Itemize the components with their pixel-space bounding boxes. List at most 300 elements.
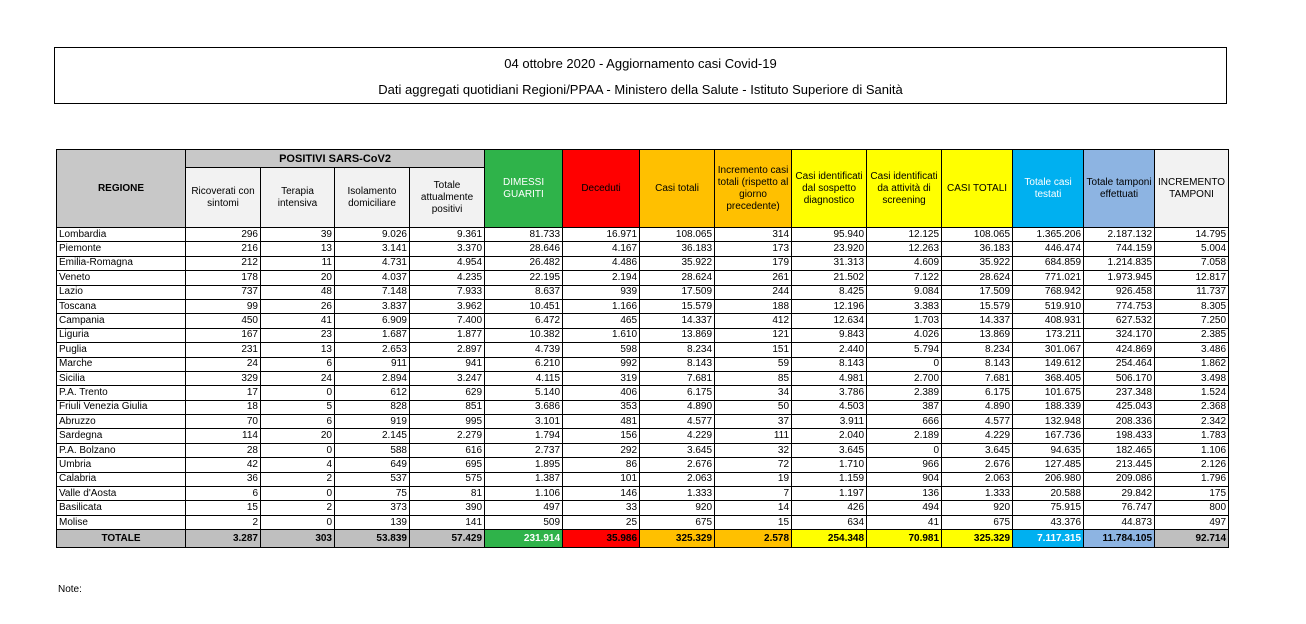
data-cell: 13.869 <box>942 328 1013 342</box>
data-cell: 1.333 <box>942 487 1013 501</box>
data-cell: 1.703 <box>867 314 942 328</box>
data-cell: 3.486 <box>1155 343 1229 357</box>
data-cell: 17 <box>186 386 261 400</box>
data-cell: 314 <box>715 228 792 242</box>
data-cell: 7.681 <box>942 371 1013 385</box>
data-cell: 21.502 <box>792 271 867 285</box>
data-cell: 108.065 <box>942 228 1013 242</box>
data-cell: 8.305 <box>1155 299 1229 313</box>
table-row <box>57 299 1229 313</box>
data-cell: 156 <box>563 429 640 443</box>
data-cell: 42 <box>186 458 261 472</box>
data-cell: 390 <box>410 501 485 515</box>
header-deceduti: Deceduti <box>563 150 640 228</box>
data-cell: 13 <box>261 242 335 256</box>
region-name: Toscana <box>57 299 186 313</box>
data-cell: 4.954 <box>410 256 485 270</box>
data-cell: 450 <box>186 314 261 328</box>
data-cell: 481 <box>563 415 640 429</box>
data-cell: 851 <box>410 400 485 414</box>
region-name: Sicilia <box>57 371 186 385</box>
data-cell: 2.737 <box>485 443 563 457</box>
data-cell: 26.482 <box>485 256 563 270</box>
data-cell: 774.753 <box>1084 299 1155 313</box>
data-cell: 0 <box>867 357 942 371</box>
data-cell: 94.635 <box>1013 443 1084 457</box>
data-cell: 35.922 <box>640 256 715 270</box>
region-name: Molise <box>57 515 186 529</box>
data-cell: 28.646 <box>485 242 563 256</box>
data-cell: 13.869 <box>640 328 715 342</box>
table-row <box>57 271 1229 285</box>
data-cell: 231 <box>186 343 261 357</box>
region-name: Puglia <box>57 343 186 357</box>
data-cell: 3.498 <box>1155 371 1229 385</box>
data-cell: 12.817 <box>1155 271 1229 285</box>
data-cell: 8.234 <box>640 343 715 357</box>
data-cell: 188 <box>715 299 792 313</box>
data-cell: 86 <box>563 458 640 472</box>
data-cell: 616 <box>410 443 485 457</box>
data-cell: 1.214.835 <box>1084 256 1155 270</box>
data-cell: 85 <box>715 371 792 385</box>
data-cell: 216 <box>186 242 261 256</box>
data-cell: 3.141 <box>335 242 410 256</box>
data-cell: 237.348 <box>1084 386 1155 400</box>
data-cell: 7.122 <box>867 271 942 285</box>
data-cell: 0 <box>261 487 335 501</box>
data-cell: 424.869 <box>1084 343 1155 357</box>
data-cell: 149.612 <box>1013 357 1084 371</box>
data-cell: 509 <box>485 515 563 529</box>
data-cell: 2.063 <box>942 472 1013 486</box>
region-name: Valle d'Aosta <box>57 487 186 501</box>
total-cell: 325.329 <box>942 530 1013 548</box>
data-cell: 1.166 <box>563 299 640 313</box>
data-cell: 2.440 <box>792 343 867 357</box>
data-cell: 695 <box>410 458 485 472</box>
data-cell: 506.170 <box>1084 371 1155 385</box>
data-cell: 25 <box>563 515 640 529</box>
covid-data-table <box>56 149 1229 548</box>
data-cell: 39 <box>261 228 335 242</box>
data-cell: 800 <box>1155 501 1229 515</box>
region-name: Marche <box>57 357 186 371</box>
data-cell: 629 <box>410 386 485 400</box>
data-cell: 2.145 <box>335 429 410 443</box>
data-cell: 2.126 <box>1155 458 1229 472</box>
data-cell: 4.739 <box>485 343 563 357</box>
data-cell: 136 <box>867 487 942 501</box>
region-name: Lazio <box>57 285 186 299</box>
data-cell: 324.170 <box>1084 328 1155 342</box>
region-name: Liguria <box>57 328 186 342</box>
data-cell: 292 <box>563 443 640 457</box>
data-cell: 81 <box>410 487 485 501</box>
table-row <box>57 371 1229 385</box>
data-cell: 2.897 <box>410 343 485 357</box>
data-cell: 206.980 <box>1013 472 1084 486</box>
data-cell: 8.143 <box>640 357 715 371</box>
data-cell: 20.588 <box>1013 487 1084 501</box>
data-cell: 59 <box>715 357 792 371</box>
total-row <box>57 530 1229 548</box>
data-cell: 1.796 <box>1155 472 1229 486</box>
total-cell: 92.714 <box>1155 530 1229 548</box>
data-cell: 3.645 <box>640 443 715 457</box>
data-cell: 3.645 <box>942 443 1013 457</box>
data-cell: 8.425 <box>792 285 867 299</box>
data-cell: 14.337 <box>640 314 715 328</box>
data-cell: 465 <box>563 314 640 328</box>
data-cell: 926.458 <box>1084 285 1155 299</box>
data-cell: 575 <box>410 472 485 486</box>
data-cell: 329 <box>186 371 261 385</box>
data-cell: 76.747 <box>1084 501 1155 515</box>
total-cell: 7.117.315 <box>1013 530 1084 548</box>
data-cell: 15.579 <box>942 299 1013 313</box>
data-cell: 32 <box>715 443 792 457</box>
data-cell: 666 <box>867 415 942 429</box>
data-cell: 5.004 <box>1155 242 1229 256</box>
data-cell: 5.794 <box>867 343 942 357</box>
data-cell: 8.143 <box>792 357 867 371</box>
data-cell: 0 <box>261 443 335 457</box>
data-cell: 2.189 <box>867 429 942 443</box>
data-cell: 4.609 <box>867 256 942 270</box>
data-cell: 1.387 <box>485 472 563 486</box>
total-cell: 35.986 <box>563 530 640 548</box>
data-cell: 588 <box>335 443 410 457</box>
data-cell: 598 <box>563 343 640 357</box>
data-cell: 744.159 <box>1084 242 1155 256</box>
data-cell: 675 <box>640 515 715 529</box>
data-cell: 7.058 <box>1155 256 1229 270</box>
data-cell: 4.890 <box>942 400 1013 414</box>
table-row <box>57 415 1229 429</box>
total-cell: 3.287 <box>186 530 261 548</box>
total-cell: 303 <box>261 530 335 548</box>
data-cell: 4.229 <box>640 429 715 443</box>
data-cell: 7 <box>715 487 792 501</box>
data-cell: 4 <box>261 458 335 472</box>
table-row <box>57 357 1229 371</box>
data-cell: 7.933 <box>410 285 485 299</box>
header-totale-positivi: Totale attualmente positivi <box>410 168 485 228</box>
data-cell: 497 <box>1155 515 1229 529</box>
header-sospetto: Casi identificati dal sospetto diagnostico <box>792 150 867 228</box>
data-cell: 35.922 <box>942 256 1013 270</box>
data-cell: 41 <box>261 314 335 328</box>
data-cell: 244 <box>715 285 792 299</box>
data-cell: 1.106 <box>485 487 563 501</box>
data-cell: 28 <box>186 443 261 457</box>
data-cell: 612 <box>335 386 410 400</box>
data-cell: 9.843 <box>792 328 867 342</box>
data-cell: 12.125 <box>867 228 942 242</box>
header-screening: Casi identificati da attività di screening <box>867 150 942 228</box>
data-cell: 9.361 <box>410 228 485 242</box>
data-cell: 4.890 <box>640 400 715 414</box>
data-cell: 1.973.945 <box>1084 271 1155 285</box>
table-row <box>57 429 1229 443</box>
data-cell: 9.084 <box>867 285 942 299</box>
data-cell: 4.167 <box>563 242 640 256</box>
data-cell: 4.115 <box>485 371 563 385</box>
data-cell: 7.250 <box>1155 314 1229 328</box>
data-cell: 33 <box>563 501 640 515</box>
data-cell: 72 <box>715 458 792 472</box>
header-terapia: Terapia intensiva <box>261 168 335 228</box>
data-cell: 8.234 <box>942 343 1013 357</box>
data-cell: 3.645 <box>792 443 867 457</box>
data-cell: 36 <box>186 472 261 486</box>
data-cell: 7.400 <box>410 314 485 328</box>
data-cell: 261 <box>715 271 792 285</box>
data-cell: 10.451 <box>485 299 563 313</box>
data-cell: 23.920 <box>792 242 867 256</box>
data-cell: 966 <box>867 458 942 472</box>
region-name: Sardegna <box>57 429 186 443</box>
data-cell: 188.339 <box>1013 400 1084 414</box>
data-cell: 919 <box>335 415 410 429</box>
data-cell: 2.368 <box>1155 400 1229 414</box>
data-cell: 1.159 <box>792 472 867 486</box>
data-cell: 675 <box>942 515 1013 529</box>
region-name: P.A. Trento <box>57 386 186 400</box>
data-cell: 319 <box>563 371 640 385</box>
data-cell: 36.183 <box>640 242 715 256</box>
data-cell: 1.862 <box>1155 357 1229 371</box>
data-cell: 828 <box>335 400 410 414</box>
data-cell: 15.579 <box>640 299 715 313</box>
region-name: Piemonte <box>57 242 186 256</box>
total-cell: 2.578 <box>715 530 792 548</box>
page-subtitle: Dati aggregati quotidiani Regioni/PPAA - Ministero della Salute - Istituto Superiore di Sanità <box>378 82 903 97</box>
data-cell: 19 <box>715 472 792 486</box>
data-cell: 12.196 <box>792 299 867 313</box>
data-cell: 1.895 <box>485 458 563 472</box>
data-cell: 412 <box>715 314 792 328</box>
data-cell: 9.026 <box>335 228 410 242</box>
data-cell: 1.783 <box>1155 429 1229 443</box>
total-cell: 11.784.105 <box>1084 530 1155 548</box>
data-cell: 296 <box>186 228 261 242</box>
data-cell: 28.624 <box>942 271 1013 285</box>
data-cell: 2.342 <box>1155 415 1229 429</box>
data-cell: 2.194 <box>563 271 640 285</box>
table-row <box>57 515 1229 529</box>
data-cell: 3.370 <box>410 242 485 256</box>
data-cell: 29.842 <box>1084 487 1155 501</box>
data-cell: 12.263 <box>867 242 942 256</box>
table-row <box>57 228 1229 242</box>
data-cell: 213.445 <box>1084 458 1155 472</box>
data-cell: 387 <box>867 400 942 414</box>
data-cell: 175 <box>1155 487 1229 501</box>
page-title: 04 ottobre 2020 - Aggiornamento casi Covid-19 <box>504 56 777 71</box>
data-cell: 14.795 <box>1155 228 1229 242</box>
data-cell: 941 <box>410 357 485 371</box>
region-name: Abruzzo <box>57 415 186 429</box>
data-cell: 1.710 <box>792 458 867 472</box>
table-row <box>57 386 1229 400</box>
data-cell: 3.786 <box>792 386 867 400</box>
data-cell: 127.485 <box>1013 458 1084 472</box>
data-cell: 4.037 <box>335 271 410 285</box>
data-cell: 904 <box>867 472 942 486</box>
data-cell: 11.737 <box>1155 285 1229 299</box>
data-cell: 494 <box>867 501 942 515</box>
data-cell: 151 <box>715 343 792 357</box>
data-cell: 16.971 <box>563 228 640 242</box>
data-cell: 48 <box>261 285 335 299</box>
data-cell: 1.794 <box>485 429 563 443</box>
header-casi-totali: Casi totali <box>640 150 715 228</box>
data-cell: 132.948 <box>1013 415 1084 429</box>
data-cell: 7.148 <box>335 285 410 299</box>
data-cell: 20 <box>261 271 335 285</box>
table-row <box>57 256 1229 270</box>
data-cell: 31.313 <box>792 256 867 270</box>
region-name: Campania <box>57 314 186 328</box>
data-cell: 173 <box>715 242 792 256</box>
data-cell: 1.610 <box>563 328 640 342</box>
table-body <box>57 228 1229 548</box>
region-name: Umbria <box>57 458 186 472</box>
total-cell: 325.329 <box>640 530 715 548</box>
data-cell: 3.962 <box>410 299 485 313</box>
data-cell: 4.229 <box>942 429 1013 443</box>
data-cell: 18 <box>186 400 261 414</box>
data-cell: 50 <box>715 400 792 414</box>
data-cell: 108.065 <box>640 228 715 242</box>
data-cell: 2.187.132 <box>1084 228 1155 242</box>
data-cell: 4.577 <box>942 415 1013 429</box>
data-cell: 1.333 <box>640 487 715 501</box>
data-cell: 209.086 <box>1084 472 1155 486</box>
data-cell: 6.909 <box>335 314 410 328</box>
data-cell: 114 <box>186 429 261 443</box>
data-cell: 992 <box>563 357 640 371</box>
data-cell: 519.910 <box>1013 299 1084 313</box>
data-cell: 1.365.206 <box>1013 228 1084 242</box>
table-row <box>57 343 1229 357</box>
data-cell: 6 <box>186 487 261 501</box>
data-cell: 537 <box>335 472 410 486</box>
region-name: Calabria <box>57 472 186 486</box>
data-cell: 17.509 <box>942 285 1013 299</box>
total-cell: 53.839 <box>335 530 410 548</box>
data-cell: 44.873 <box>1084 515 1155 529</box>
data-cell: 24 <box>186 357 261 371</box>
header-testati: Totale casi testati <box>1013 150 1084 228</box>
note: Note: <box>58 584 82 595</box>
data-cell: 20 <box>261 429 335 443</box>
table-row <box>57 472 1229 486</box>
table-row <box>57 285 1229 299</box>
data-cell: 178 <box>186 271 261 285</box>
header-isolamento: Isolamento domiciliare <box>335 168 410 228</box>
data-cell: 139 <box>335 515 410 529</box>
region-name: P.A. Bolzano <box>57 443 186 457</box>
data-cell: 121 <box>715 328 792 342</box>
data-cell: 101 <box>563 472 640 486</box>
data-cell: 1.197 <box>792 487 867 501</box>
data-cell: 7.681 <box>640 371 715 385</box>
table-row <box>57 487 1229 501</box>
data-cell: 353 <box>563 400 640 414</box>
data-cell: 4.235 <box>410 271 485 285</box>
data-cell: 75 <box>335 487 410 501</box>
header-incremento-casi: Incremento casi totali (rispetto al giorno precedente) <box>715 150 792 228</box>
data-cell: 2.676 <box>640 458 715 472</box>
data-cell: 212 <box>186 256 261 270</box>
data-cell: 1.106 <box>1155 443 1229 457</box>
data-cell: 4.981 <box>792 371 867 385</box>
data-cell: 2.700 <box>867 371 942 385</box>
data-cell: 2.389 <box>867 386 942 400</box>
data-cell: 95.940 <box>792 228 867 242</box>
data-cell: 425.043 <box>1084 400 1155 414</box>
data-cell: 28.624 <box>640 271 715 285</box>
data-cell: 24 <box>261 371 335 385</box>
table-row <box>57 443 1229 457</box>
data-cell: 408.931 <box>1013 314 1084 328</box>
header-ricoverati: Ricoverati con sintomi <box>186 168 261 228</box>
data-cell: 12.634 <box>792 314 867 328</box>
data-cell: 14.337 <box>942 314 1013 328</box>
data-cell: 6 <box>261 357 335 371</box>
data-cell: 2 <box>186 515 261 529</box>
data-cell: 179 <box>715 256 792 270</box>
data-cell: 8.637 <box>485 285 563 299</box>
data-cell: 2.040 <box>792 429 867 443</box>
data-cell: 17.509 <box>640 285 715 299</box>
data-cell: 36.183 <box>942 242 1013 256</box>
data-cell: 3.686 <box>485 400 563 414</box>
data-cell: 497 <box>485 501 563 515</box>
data-cell: 23 <box>261 328 335 342</box>
data-cell: 6.175 <box>942 386 1013 400</box>
data-cell: 208.336 <box>1084 415 1155 429</box>
table-row <box>57 314 1229 328</box>
region-name: Emilia-Romagna <box>57 256 186 270</box>
data-cell: 2.063 <box>640 472 715 486</box>
data-cell: 768.942 <box>1013 285 1084 299</box>
data-cell: 1.877 <box>410 328 485 342</box>
data-cell: 3.911 <box>792 415 867 429</box>
data-cell: 4.731 <box>335 256 410 270</box>
data-cell: 10.382 <box>485 328 563 342</box>
data-cell: 1.687 <box>335 328 410 342</box>
table-row <box>57 242 1229 256</box>
data-cell: 43.376 <box>1013 515 1084 529</box>
data-cell: 4.577 <box>640 415 715 429</box>
data-cell: 684.859 <box>1013 256 1084 270</box>
data-cell: 41 <box>867 515 942 529</box>
table-row <box>57 328 1229 342</box>
data-cell: 0 <box>261 515 335 529</box>
data-cell: 13 <box>261 343 335 357</box>
data-cell: 627.532 <box>1084 314 1155 328</box>
table-row <box>57 400 1229 414</box>
data-cell: 81.733 <box>485 228 563 242</box>
data-cell: 141 <box>410 515 485 529</box>
data-cell: 0 <box>867 443 942 457</box>
data-cell: 426 <box>792 501 867 515</box>
data-cell: 26 <box>261 299 335 313</box>
